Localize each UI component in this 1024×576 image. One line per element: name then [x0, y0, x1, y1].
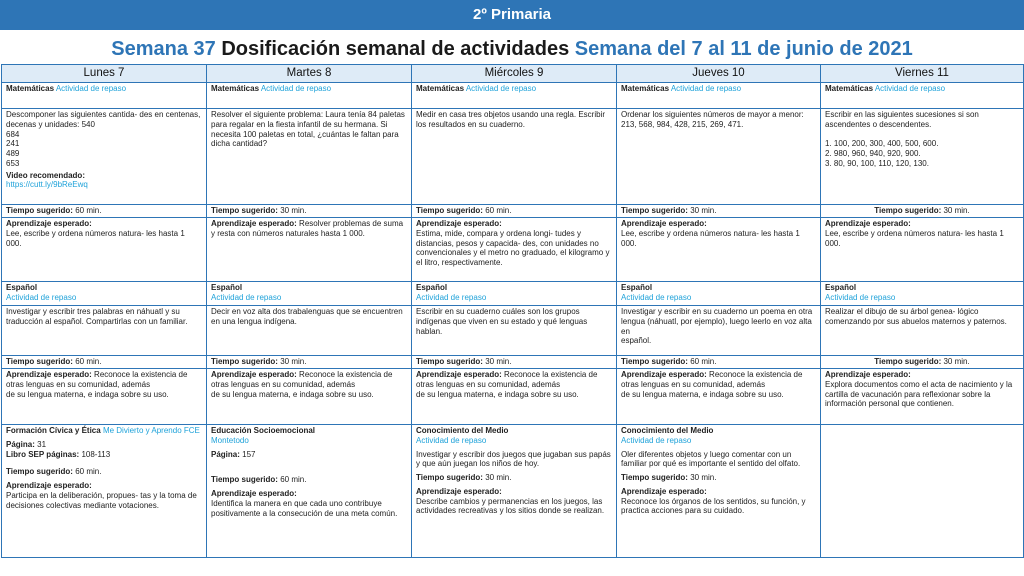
- video-label: Video recomendado:: [6, 170, 85, 180]
- activity-cell: Decir en voz alta dos trabalenguas que se encuentren en una lengua indígena.: [207, 306, 412, 356]
- subject-cell: Español Actividad de repaso: [412, 282, 617, 306]
- time-cell: Tiempo sugerido: 60 min.: [412, 205, 617, 218]
- time-cell: Tiempo sugerido: 30 min.: [821, 205, 1024, 218]
- activity-cell: Realizar el dibujo de su árbol genea- lógico comenzando por sus abuelos maternos y paternos.: [821, 306, 1024, 356]
- page-title: [0, 34, 1024, 64]
- subject-cell: Matemáticas Actividad de repaso: [207, 83, 412, 109]
- time-cell: Tiempo sugerido: 60 min.: [617, 356, 821, 369]
- subject-cell: Matemáticas Actividad de repaso: [2, 83, 207, 109]
- subject-cell: Español Actividad de repaso: [617, 282, 821, 306]
- learning-cell: Aprendizaje esperado: Estima, mide, compara y ordena longi- tudes y distancias, pesos y capacida- des, con unidades no convencionales y el metro no graduado, el kilogramo y el litro, respectivamente.: [412, 218, 617, 282]
- activity-cell: Escribir en las siguientes sucesiones si son ascendentes o descendentes. 1. 100, 200, 300, 400, 500, 600. 2. 980, 960, 940, 920, 900. 3. 80, 90, 100, 110, 120, 130.: [821, 109, 1024, 205]
- time-cell: Tiempo sugerido: 30 min.: [207, 356, 412, 369]
- time-cell: Tiempo sugerido: 30 min.: [207, 205, 412, 218]
- learning-row: [2, 218, 1024, 282]
- activity-cell: Investigar y escribir en su cuaderno un poema en otra lengua (náhuatl, por ejemplo), luego leerlo en voz alta en español.: [617, 306, 821, 356]
- activity-text: Descomponer las siguientes cantida- des en centenas, decenas y unidades: 540 684 241 489 653: [6, 110, 201, 168]
- day-header: Miércoles 9: [412, 65, 617, 83]
- title-main: Dosificación semanal de actividades: [221, 38, 570, 60]
- time-row: [2, 356, 1024, 369]
- day-header: Martes 8: [207, 65, 412, 83]
- day-header: Lunes 7: [2, 65, 207, 83]
- activity-cell: [2, 109, 207, 205]
- socioemocional-cell: Educación Socioemocional Montetodo Página: 157 Tiempo sugerido: 60 min. Aprendizaje esperado: Identifica la manera en que cada uno contribuye positivamente a la consecución de una meta común.: [207, 425, 412, 558]
- time-cell: Tiempo sugerido: 60 min.: [2, 356, 207, 369]
- subject-cell: Español Actividad de repaso: [2, 282, 207, 306]
- medio-cell: Conocimiento del Medio Actividad de repaso Oler diferentes objetos y luego comentar con un familiar por qué es importante el sentido del olfato. Tiempo sugerido: 30 min. Aprendizaje esperado: Reconoce los órganos de los sentidos, su función, y practica acciones para su cuidado.: [617, 425, 821, 558]
- video-link[interactable]: https://cutt.ly/9bReEwq: [6, 180, 88, 190]
- learning-cell: Aprendizaje esperado: Reconoce la existencia de otras lenguas en su comunidad, además de su lengua materna, e indaga sobre su uso.: [207, 369, 412, 425]
- time-cell: Tiempo sugerido: 60 min.: [2, 205, 207, 218]
- day-header-row: [2, 65, 1024, 83]
- day-header: Viernes 11: [821, 65, 1024, 83]
- activity-cell: Investigar y escribir tres palabras en náhuatl y su traducción al español. Compartirlas con un familiar.: [2, 306, 207, 356]
- activity-row: [2, 109, 1024, 205]
- fce-cell: Formación Cívica y Ética Me Divierto y Aprendo FCE Página: 31 Libro SEP páginas: 108-113 Tiempo sugerido: 60 min. Aprendizaje esperado: Participa en la deliberación, propues- tas y la toma de decisiones colectivas mediante votaciones.: [2, 425, 207, 558]
- activity-row: [2, 306, 1024, 356]
- learning-cell: Aprendizaje esperado: Reconoce la existencia de otras lenguas en su comunidad, además de su lengua materna, e indaga sobre su uso.: [617, 369, 821, 425]
- learning-cell: Aprendizaje esperado: Reconoce la existencia de otras lenguas en su comunidad, además de su lengua materna, e indaga sobre su uso.: [2, 369, 207, 425]
- activity-cell: Ordenar los siguientes números de mayor a menor: 213, 568, 984, 428, 215, 269, 471.: [617, 109, 821, 205]
- learning-row: [2, 369, 1024, 425]
- activity-cell: Medir en casa tres objetos usando una regla. Escribir los resultados en su cuaderno.: [412, 109, 617, 205]
- subject-cell: Español Actividad de repaso: [207, 282, 412, 306]
- activity-cell: Resolver el siguiente problema: Laura tenía 84 paletas para regalar en la fiesta infantil de su hermana. Si necesita 100 paletas en total, ¿cuántas le faltan para dicha cantidad?: [207, 109, 412, 205]
- learning-cell: Aprendizaje esperado: Lee, escribe y ordena números natura- les hasta 1 000.: [2, 218, 207, 282]
- subject-cell: Español Actividad de repaso: [821, 282, 1024, 306]
- activity-cell: Escribir en su cuaderno cuáles son los grupos indígenas que viven en su estado y qué lenguas hablan.: [412, 306, 617, 356]
- subject-cell: Matemáticas Actividad de repaso: [821, 83, 1024, 109]
- time-row: [2, 205, 1024, 218]
- week-label: Semana 37: [111, 38, 216, 60]
- week-dates: Semana del 7 al 11 de junio de 2021: [574, 38, 913, 60]
- subject-row: [2, 83, 1024, 109]
- grade-label: 2º Primaria: [472, 6, 552, 23]
- block3-row: [2, 425, 1024, 558]
- time-cell: Tiempo sugerido: 30 min.: [412, 356, 617, 369]
- grade-banner: [0, 0, 1024, 30]
- learning-cell: Aprendizaje esperado: Explora documentos como el acta de nacimiento y la cartilla de vacunación para reflexionar sobre la información personal que contienen.: [821, 369, 1024, 425]
- time-cell: Tiempo sugerido: 30 min.: [821, 356, 1024, 369]
- subject-row: [2, 282, 1024, 306]
- learning-cell: Aprendizaje esperado: Reconoce la existencia de otras lenguas en su comunidad, además de su lengua materna, e indaga sobre su uso.: [412, 369, 617, 425]
- time-cell: Tiempo sugerido: 30 min.: [617, 205, 821, 218]
- subject-cell: Matemáticas Actividad de repaso: [617, 83, 821, 109]
- learning-cell: Aprendizaje esperado: Lee, escribe y ordena números natura- les hasta 1 000.: [821, 218, 1024, 282]
- subject-cell: Matemáticas Actividad de repaso: [412, 83, 617, 109]
- medio-cell: Conocimiento del Medio Actividad de repaso Investigar y escribir dos juegos que jugaban sus papás y que aún juegan los niños de hoy. Tiempo sugerido: 30 min. Aprendizaje esperado: Describe cambios y permanencias en los juegos, las actividades recreativas y los sitios donde se realizan.: [412, 425, 617, 558]
- learning-cell: Aprendizaje esperado: Lee, escribe y ordena números natura- les hasta 1 000.: [617, 218, 821, 282]
- empty-cell: [821, 425, 1024, 558]
- schedule-table: [1, 64, 1024, 558]
- learning-cell: Aprendizaje esperado: Resolver problemas de suma y resta con números naturales hasta 1 000.: [207, 218, 412, 282]
- day-header: Jueves 10: [617, 65, 821, 83]
